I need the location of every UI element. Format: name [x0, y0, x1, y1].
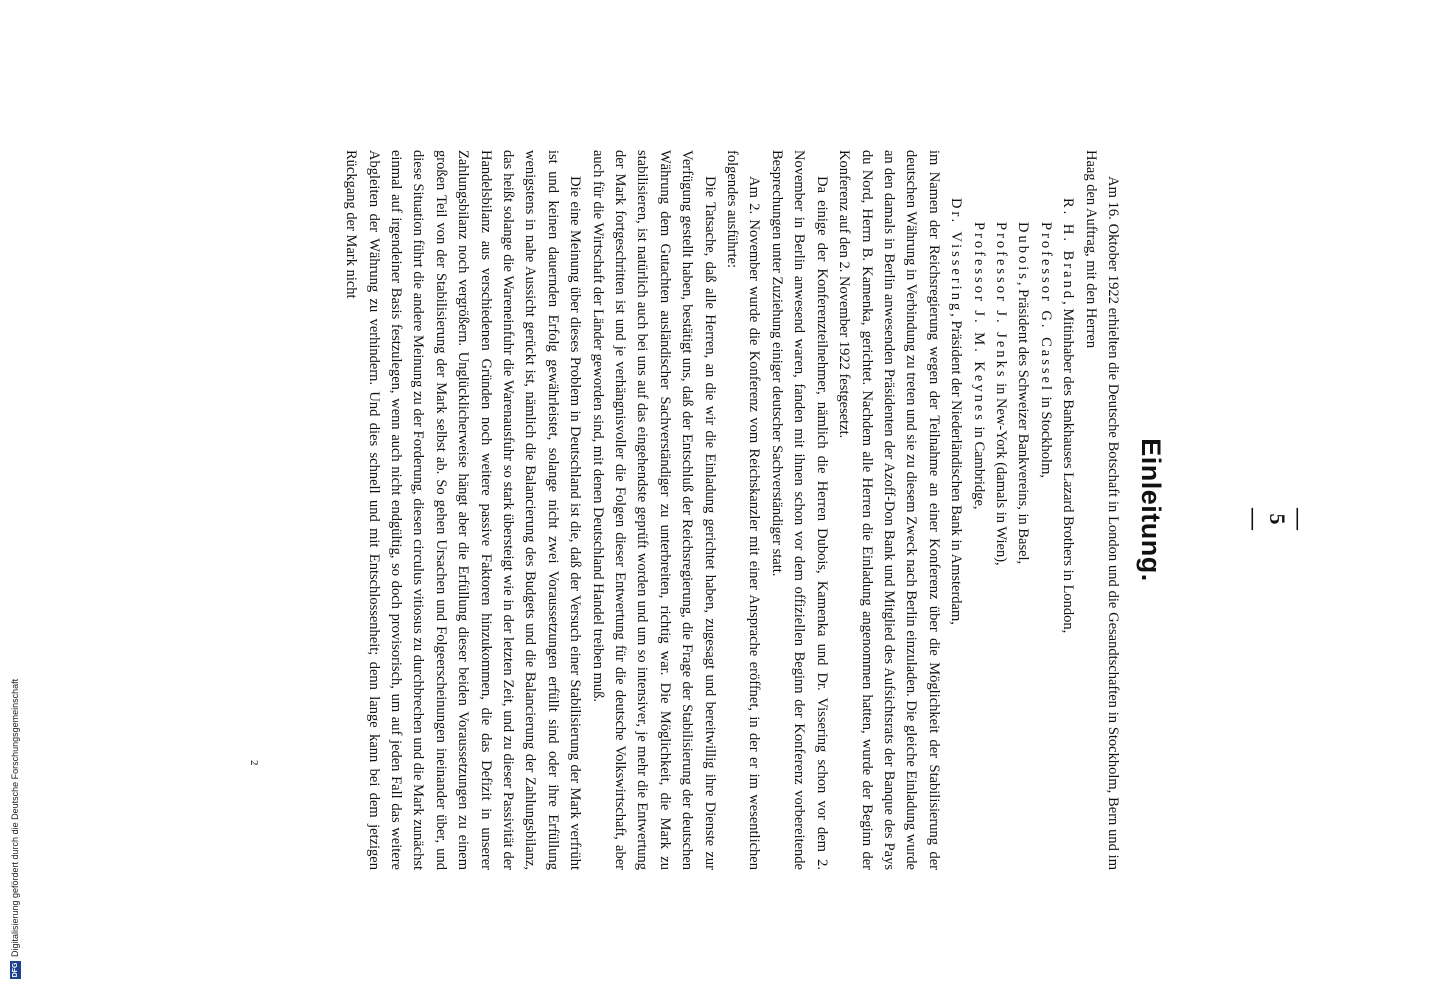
person-name: Dr. Vissering: [948, 198, 965, 314]
person-name: Professor J. Jenks: [992, 222, 1009, 380]
person-line: [990, 222, 1012, 870]
person-line: [1034, 222, 1056, 870]
person-name: R. H. Brand: [1060, 198, 1077, 302]
digitization-note: [9, 679, 21, 979]
person-detail: in Cambridge,: [970, 422, 987, 510]
person-line: [967, 222, 989, 870]
paragraph-intro: Am 16. Oktober 1922 erhielten die Deutsche Botschaft in London und die Gesandtschaften in Stockholm, Bern und im Haag den Auftrag, mit den Herren: [1082, 150, 1121, 870]
paragraph-speech-2: Die eine Meinung über dieses Problem in Deutschland ist die, daß der Versuch einer Stabilisierung der Mark verfrüht ist und keinen dauernden Erfolg gewährleistet, solange nicht zwei Voraussetzungen erfüllt sind oder ihre Erfüllung wenigstens in nahe Aussicht gerückt ist, nämlich die Balancierung des Budgets und die Balancierung der Zahlungsbilanz, das heißt solange die Wareneinfuhr die Warenausfuhr so stark übersteigt wie in der letzten Zeit, und zu dieser Passivität der Handelsbilanz aus verschiedenen Gründen noch weitere passive Faktoren hinzukommen, die das Defizit in unserer Zahlungsbilanz noch vergrößern. Unglücklicherweise hängt aber die Erfüllung dieser beiden Voraussetzungen zu einem großen Teil von der Stabilisierung der Mark selbst ab. So gehen Ursachen und Folgeerscheinungen ineinander über, und diese Situation führt die andere Meinung zu der Forderung, diesen circulus vitiosus zu durchbrechen und die Mark zunächst einmal auf irgendeiner Basis festzulegen, wenn auch nicht endgültig, so doch provisorisch, um auf jeden Fall das weitere Abgleiten der Währung zu verhindern. Und dies schnell und mit Entschlossenheit; denn lange kann bei dem jetzigen Rückgang der Mark nicht: [343, 150, 584, 870]
page-number: — 5 —: [1242, 508, 1312, 532]
person-line: [1012, 222, 1034, 870]
paragraph-preliminary: Da einige der Konferenzteilnehmer, nämlich die Herren Dubois, Kamenka und Dr. Vissering schon vor dem 2. November in Berlin anwesend waren, fanden mit ihnen schon vor dem offiziellen Beginn der Konferenz vorbereitende Besprechungen unter Zuziehung einiger deutscher Sachverständiger statt.: [768, 150, 830, 870]
paragraph-opening: Am 2. November wurde die Konferenz vom Reichskanzler mit einer Ansprache eröffnet, in der er im wesentlichen folgendes ausführte:: [724, 150, 763, 870]
digitization-text: Digitalisierung gefördert durch die Deutsche Forschungsgemeinschaft: [10, 678, 20, 957]
person-detail: in New-York (damals in Wien),: [992, 379, 1009, 566]
person-detail: , Präsident des Schweizer Bankvereins, in Basel,: [1015, 281, 1032, 565]
paragraph-speech-1: Die Tatsache, daß alle Herren, an die wir die Einladung gerichtet haben, zugesagt und bereitwillig ihre Dienste zur Verfügung gestellt haben, bestätigt uns, daß der Entschluß der Reichsregierung, die Frage der Stabilisierung der deutschen Währung dem Gutachten ausländischer Sachverständiger zu unterbreiten, richtig war. Die Möglichkeit, die Mark zu stabilisieren, ist natürlich auch bei uns auf das eingehendste geprüft worden und um so intensiver, je mehr die Entwertung der Mark fortgeschritten ist und je verhängnisvoller die Folgen dieser Entwertung für die deutsche Volkswirtschaft, aber auch für die Wirtschaft der Länder geworden sind, mit denen Deutschland Handel treiben muß.: [589, 150, 718, 870]
scanned-page: [110, 150, 1312, 870]
person-line: [1057, 198, 1079, 870]
person-detail: , Präsident der Niederländischen Bank in Amsterdam,: [948, 313, 965, 625]
person-line: [945, 198, 967, 870]
paragraph-invitation: im Namen der Reichsregierung wegen der Teilnahme an einer Konferenz über die Möglichkeit der Stabilisierung der deutschen Währung in Verbindung zu treten und sie zu diesem Zweck nach Berlin einzuladen. Die gleiche Einladung wurde an den damals in Berlin anwesenden Präsidenten der Azoff-Don Bank und Mitglied des Aufsichtsrats der Banque des Pays du Nord, Herrn B. Kamenka, gerichtet. Nachdem alle Herren die Einladung angenommen hatten, wurde der Beginn der Konferenz auf den 2. November 1922 festgesetzt.: [836, 150, 942, 870]
dfg-logo: DFG: [11, 962, 19, 978]
page-title: Einleitung.: [1136, 438, 1166, 582]
digitization-strip: [0, 0, 18, 1000]
person-name: Dubois: [1015, 222, 1032, 282]
person-name: Professor J. M. Keynes: [970, 222, 987, 423]
person-detail: , Mitinhaber des Bankhauses Lazard Brothers in London,: [1060, 301, 1077, 634]
person-name: Professor G. Cassel: [1037, 222, 1054, 393]
folio-mark: 2: [248, 760, 260, 766]
person-detail: in Stockholm,: [1037, 392, 1054, 478]
